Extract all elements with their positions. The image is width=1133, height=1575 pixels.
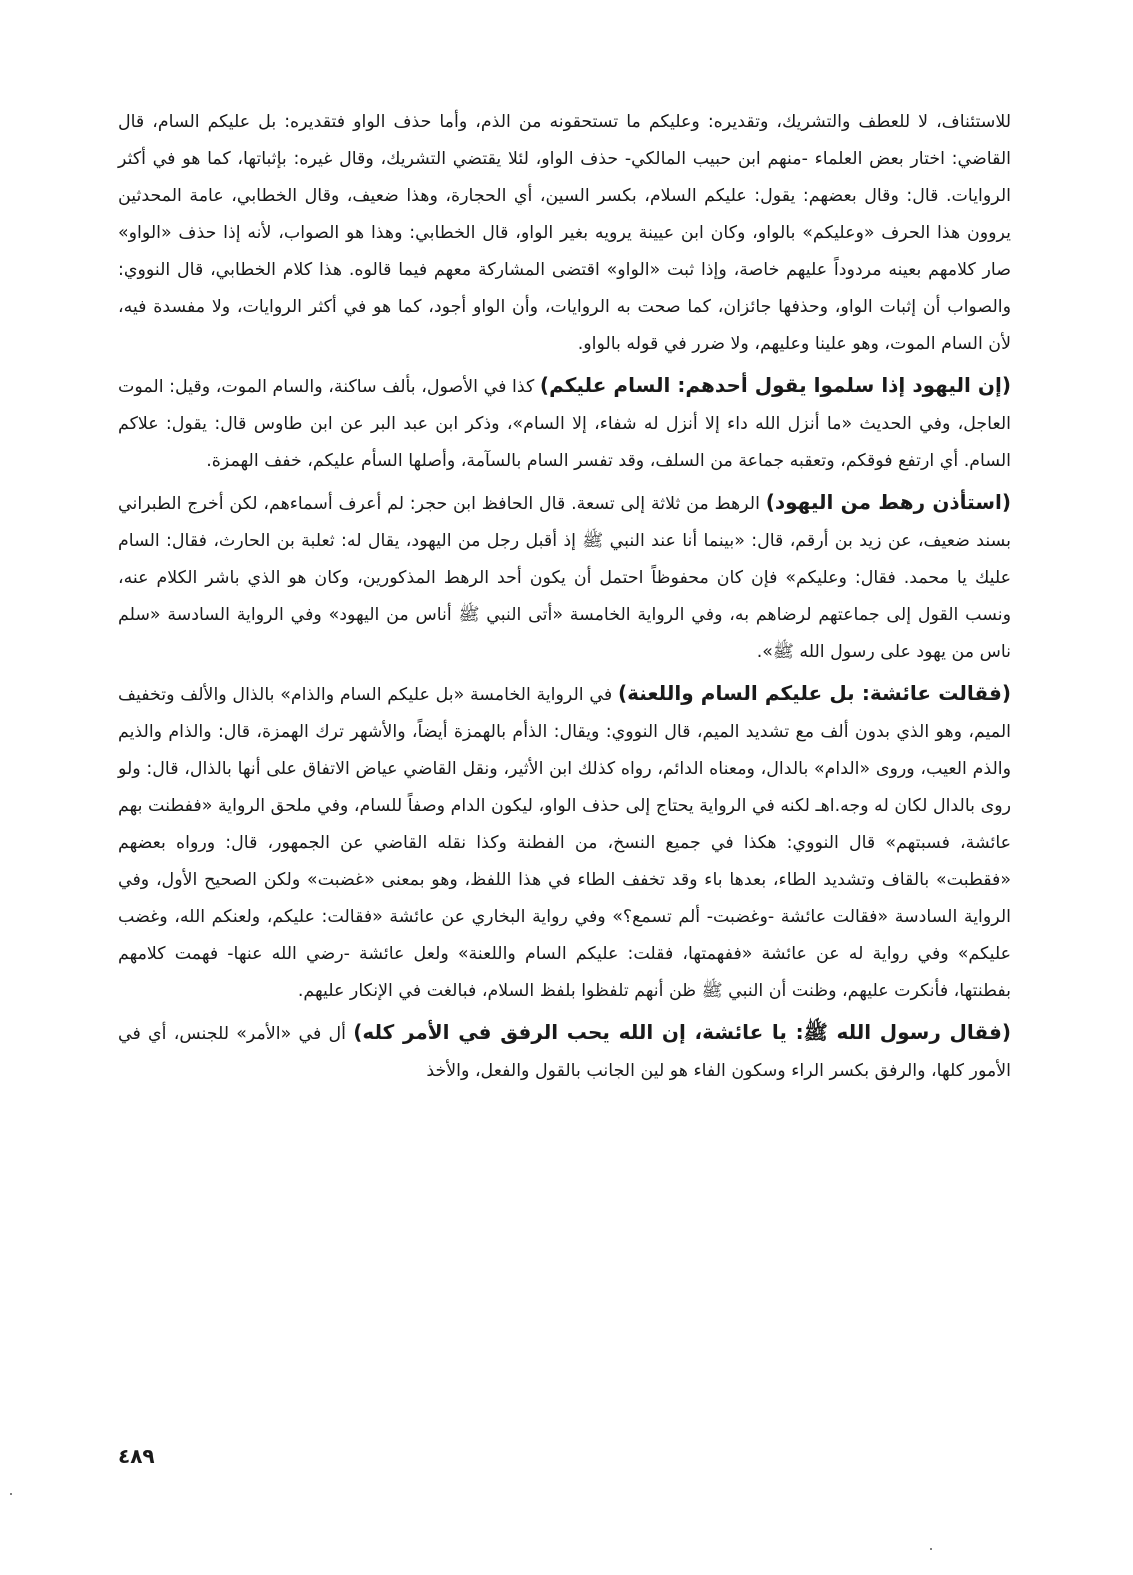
paragraph-text: للاستئناف، لا للعطف والتشريك، وتقديره: وعليكم ما تستحقونه من الذم، وأما حذف الواو فتقديره: بل عليكم السام، قال القاضي: اختار بعض العلماء -منهم ابن حبيب المالكي- حذف الواو، لئلا يقتضي التشريك، وقال غيره: بإثباتها، كما هو في أكثر الروايات. قال: وقال بعضهم: يقول: عليكم السلام، بكسر السين، أي الحجارة، وهذا ضعيف، وقال الخطابي، عامة المحدثين يروون هذا الحرف «وعليكم» بالواو، وكان ابن عيينة يرويه بغير الواو، قال الخطابي: وهذا هو الصواب، لأنه إذا حذف «الواو» صار كلامهم بعينه مردوداً عليهم خاصة، وإذا ثبت «الواو» اقتضى المشاركة معهم فيما قالوه. هذا كلام الخطابي، قال النووي: والصواب أن إثبات الواو، وحذفها جائزان، كما صحت به الروايات، وأن الواو أجود، كما هو في أكثر الروايات، ولا مفسدة فيه، لأن السام الموت، وهو علينا وعليهم، ولا ضرر في قوله بالواو. — [118, 112, 1011, 354]
commented-phrase: (استأذن رهط من اليهود) — [765, 490, 1011, 514]
paragraph-5 — [118, 1014, 1011, 1090]
paragraph-4 — [118, 675, 1011, 1010]
paragraph-text: كذا في الأصول، بألف ساكنة، والسام الموت، وقيل: الموت العاجل، وفي الحديث «ما أنزل الله داء إلا أنزل له شفاء، إلا السام»، وذكر ابن عبد البر عن ابن طاوس قال: يقول: علاكم السام. أي ارتفع فوقكم، وتعقبه جماعة من السلف، وقد تفسر السام بالسآمة، وأصلها السأم عليكم، خفف الهمزة. — [118, 377, 1011, 471]
paragraph-text: في الرواية الخامسة «بل عليكم السام والذام» بالذال والألف وتخفيف الميم، وهو الذي بدون ألف مع تشديد الميم، قال النووي: ويقال: الذأم بالهمزة أيضاً، والأشهر ترك الهمزة، قال: والذام والذيم والذم العيب، وروى «الدام» بالدال، ومعناه الدائم، رواه كذلك ابن الأثير، ونقل القاضي عياض الاتفاق على أنها بالذال، قال: ولو روى بالدال لكان له وجه.اهـ لكنه في الرواية يحتاج إلى حذف الواو، ليكون الدام وصفاً للسام، وفي ملحق الرواية «ففطنت بهم عائشة، فسبتهم» قال النووي: هكذا في جميع النسخ، من الفطنة وكذا نقله القاضي عن الجمهور، قال: ورواه بعضهم «فقطبت» بالقاف وتشديد الطاء، بعدها باء وقد تخفف الطاء في هذا اللفظ، وهو بمعنى «غضبت» ولكن الصحيح الأول، وفي الرواية السادسة «فقالت عائشة -وغضبت- ألم تسمع؟» وفي رواية البخاري عن عائشة «فقالت: عليكم، ولعنكم الله، وغضب عليكم» وفي رواية له عن عائشة «ففهمتها، فقلت: عليكم السام واللعنة» ولعل عائشة -رضي الله عنها- فهمت كلامهم بفطنتها، فأنكرت عليهم، وظنت أن النبي ﷺ ظن أنهم تلفظوا بلفظ السلام، فبالغت في الإنكار عليهم. — [118, 685, 1011, 1001]
paragraph-2 — [118, 367, 1011, 480]
paragraph-3 — [118, 484, 1011, 671]
page-body — [118, 104, 1011, 1090]
commented-phrase: (فقالت عائشة: بل عليكم السام واللعنة) — [617, 681, 1012, 705]
commented-phrase: (إن اليهود إذا سلموا يقول أحدهم: السام عليكم) — [539, 373, 1011, 397]
scan-speck — [930, 1548, 932, 1550]
paragraph-1 — [118, 104, 1011, 363]
page-number: ٤٨٩ — [118, 1444, 155, 1468]
paragraph-text: الرهط من ثلاثة إلى تسعة. قال الحافظ ابن حجر: لم أعرف أسماءهم، لكن أخرج الطبراني بسند ضعيف، عن زيد بن أرقم، قال: «بينما أنا عند النبي ﷺ إذ أقبل رجل من اليهود، يقال له: ثعلبة بن الحارث، فقال: السام عليك يا محمد. فقال: وعليكم» فإن كان محفوظاً احتمل أن يكون أحد الرهط المذكورين، وكان هو الذي باشر الكلام عنه، ونسب القول إلى جماعتهم لرضاهم به، وفي الرواية الخامسة «أتى النبي ﷺ أناس من اليهود» وفي الرواية السادسة «سلم ناس من يهود على رسول الله ﷺ». — [118, 494, 1011, 662]
scan-speck — [10, 1493, 12, 1495]
commented-phrase: (فقال رسول الله ﷺ: يا عائشة، إن الله يحب الرفق في الأمر كله) — [353, 1020, 1012, 1044]
paragraph-text: أل في «الأمر» للجنس، أي في الأمور كلها، والرفق بكسر الراء وسكون الفاء هو لين الجانب بالقول والفعل، والأخذ — [118, 1024, 1011, 1081]
